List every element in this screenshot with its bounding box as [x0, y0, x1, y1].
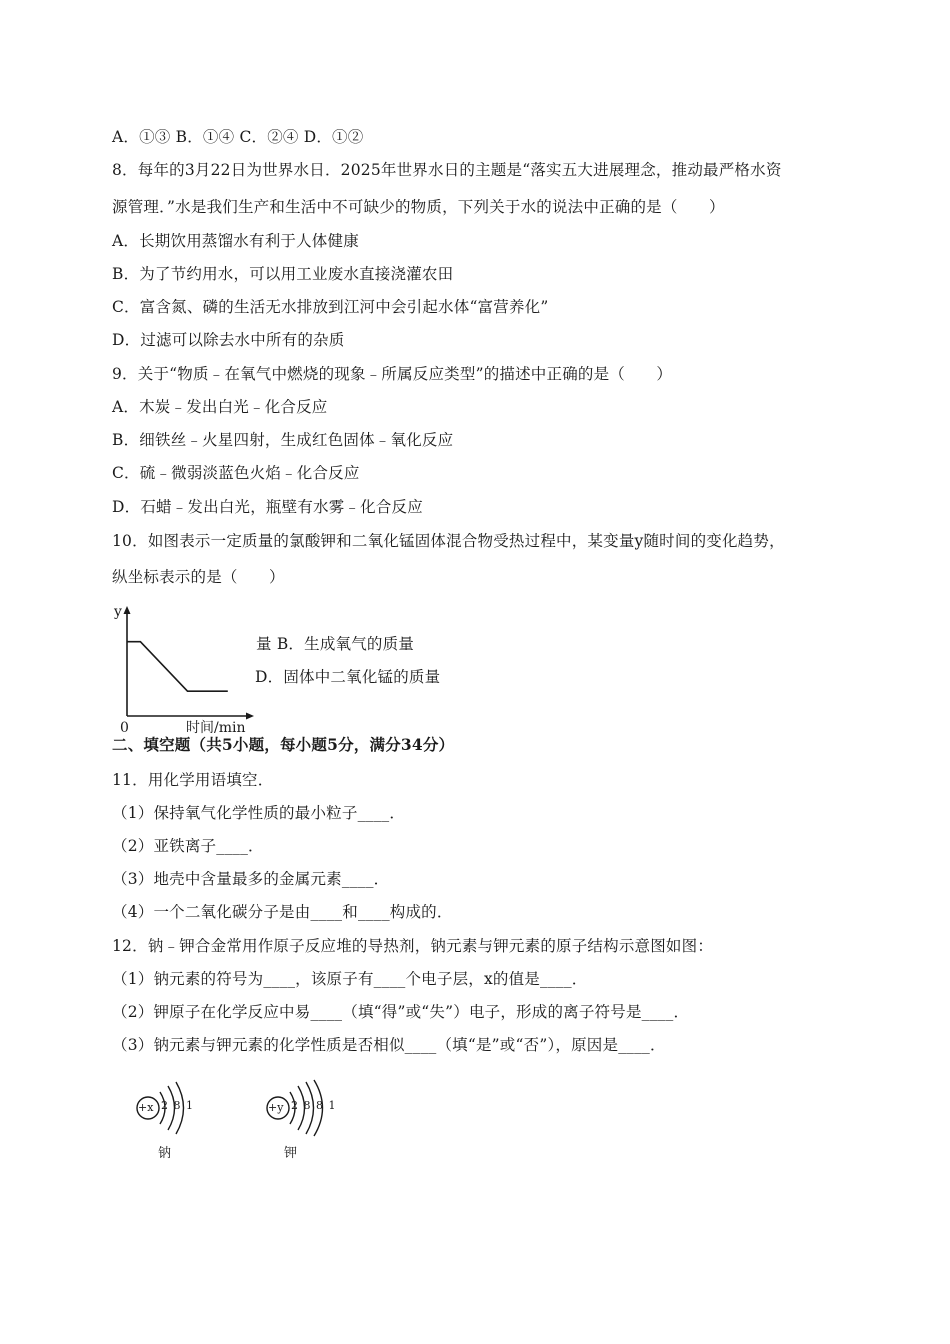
q8-option-d: D．过滤可以除去水中所有的杂质: [112, 331, 345, 349]
q12-part3: （3）钠元素与钾元素的化学性质是否相似____（填“是”或“否”），原因是____．: [112, 1036, 666, 1054]
x-axis-label: 时间/min: [186, 720, 246, 736]
q11-part4: （4）一个二氧化碳分子是由____和____构成的．: [112, 903, 453, 921]
q8-option-b: B．为了节约用水，可以用工业废水直接浇灌农田: [112, 265, 454, 283]
q11-part3: （3）地壳中含量最多的金属元素____．: [112, 870, 390, 888]
q8-stem-line2: 源管理．”水是我们生产和生活中不可缺少的物质，下列关于水的说法中正确的是（ ）: [112, 198, 725, 216]
q11-stem: 11．用化学用语填空．: [112, 771, 274, 789]
q9-stem: 9．关于“物质﹣在氧气中燃烧的现象﹣所属反应类型”的描述中正确的是（ ）: [112, 365, 673, 383]
x-axis-arrow: [246, 713, 254, 720]
sodium-shell-counts: 2 8 1: [161, 1099, 194, 1112]
section-2-heading: 二、填空题（共5小题，每小题5分，满分34分）: [112, 735, 455, 754]
y-axis-arrow: [124, 606, 131, 614]
q10-line-chart: [108, 598, 260, 736]
q8-option-a: A．长期饮用蒸馏水有利于人体健康: [112, 232, 359, 250]
sodium-nucleus-label: +x: [138, 1101, 154, 1114]
q12-part1: （1）钠元素的符号为____，该原子有____个电子层，x的值是____．: [112, 970, 588, 988]
q12-stem: 12．钠﹣钾合金常用作原子反应堆的导热剂，钠元素与钾元素的原子结构示意图如图：: [112, 937, 714, 955]
chart-plot-area: [108, 598, 260, 726]
q9-option-c: C．硫﹣微弱淡蓝色火焰﹣化合反应: [112, 464, 360, 482]
q10-stem-line2: 纵坐标表示的是（ ）: [112, 568, 285, 586]
series-line-0: [127, 642, 228, 692]
potassium-caption: 钾: [284, 1146, 298, 1161]
q8-option-c: C．富含氮、磷的生活无水排放到江河中会引起水体“富营养化”: [112, 298, 549, 316]
sodium-atom-diagram: [128, 1076, 208, 1166]
q11-part1: （1）保持氧气化学性质的最小粒子____．: [112, 804, 406, 822]
potassium-atom-diagram: [258, 1076, 354, 1166]
q12-part2: （2）钾原子在化学反应中易____（填“得”或“失”）电子，形成的离子符号是____．: [112, 1003, 690, 1021]
sodium-caption: 钠: [158, 1146, 172, 1161]
q9-option-d: D．石蜡﹣发出白光，瓶壁有水雾﹣化合反应: [112, 498, 423, 516]
potassium-shell-counts: 2 8 8 1: [291, 1099, 337, 1112]
q10-stem-line1: 10．如图表示一定质量的氯酸钾和二氧化锰固体混合物受热过程中，某变量y随时间的变化趋势，: [112, 532, 785, 550]
q9-option-a: A．木炭﹣发出白光﹣化合反应: [112, 398, 328, 416]
q11-part2: （2）亚铁离子____．: [112, 837, 264, 855]
q9-option-b: B．细铁丝﹣火星四射，生成红色固体﹣氧化反应: [112, 431, 454, 449]
potassium-nucleus-label: +y: [268, 1101, 284, 1114]
y-axis-label: y: [114, 604, 122, 620]
q10-option-line1: 量 B．生成氧气的质量: [256, 635, 415, 653]
origin-label: 0: [120, 720, 129, 736]
q7-options: A．①③ B．①④ C．②④ D．①②: [112, 128, 364, 146]
q8-stem-line1: 8．每年的3月22日为世界水日．2025年世界水日的主题是“落实五大进展理念，推动最严格水资: [112, 161, 782, 179]
q10-option-line2: D．固体中二氧化锰的质量: [255, 668, 441, 686]
